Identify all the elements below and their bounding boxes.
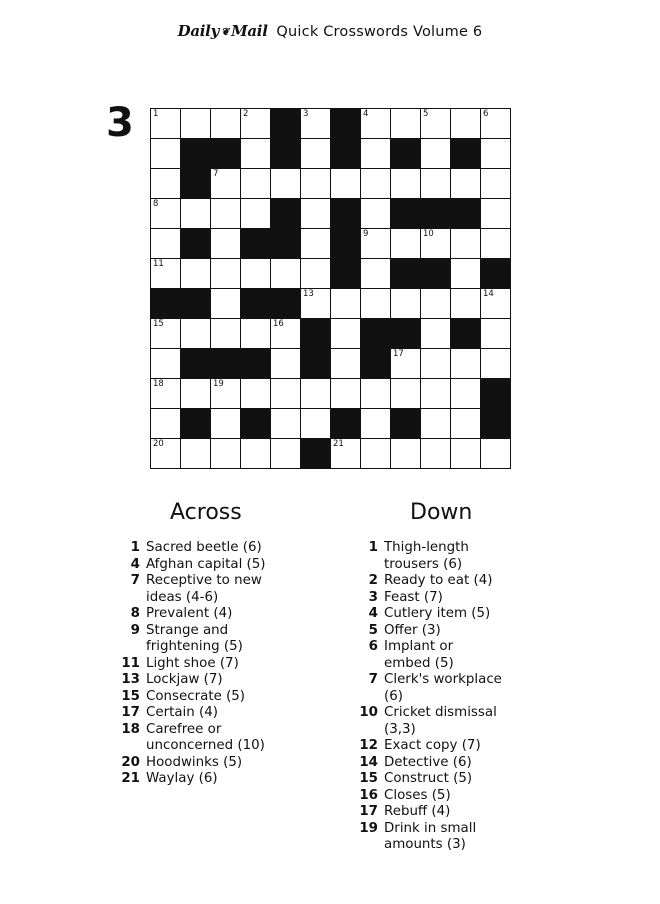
grid-block (271, 199, 301, 229)
page-header (0, 22, 660, 40)
clue-number: 15 (359, 771, 378, 786)
grid-cell[interactable] (181, 319, 211, 349)
across-clue-list (114, 540, 314, 788)
grid-block (451, 139, 481, 169)
grid-cell[interactable] (211, 289, 241, 319)
clue-number: 1 (368, 540, 378, 555)
cell-number: 3 (303, 109, 309, 119)
cell-number: 9 (363, 229, 369, 239)
crossword-grid (150, 108, 511, 469)
across-clue (114, 672, 314, 689)
down-clue (352, 705, 552, 738)
clue-number: 4 (368, 606, 378, 621)
grid-cell[interactable] (421, 139, 451, 169)
grid-cell[interactable] (451, 289, 481, 319)
grid-cell[interactable] (151, 319, 181, 349)
down-clue (352, 606, 552, 623)
clue-text: Lockjaw (7) (146, 672, 223, 687)
grid-block (181, 229, 211, 259)
clue-number: 4 (130, 556, 140, 572)
grid-cell[interactable] (421, 229, 451, 259)
cell-number: 2 (243, 109, 249, 119)
grid-block (481, 409, 511, 439)
grid-cell[interactable] (361, 199, 391, 229)
cell-number: 15 (153, 319, 164, 329)
grid-cell[interactable] (181, 109, 211, 139)
grid-block (241, 229, 271, 259)
grid-block (271, 109, 301, 139)
grid-cell[interactable] (211, 409, 241, 439)
clue-text: Cricket dismissal (3,3) (384, 705, 497, 737)
grid-cell[interactable] (481, 109, 511, 139)
grid-block (391, 199, 421, 229)
grid-block (331, 139, 361, 169)
down-clue (352, 590, 552, 607)
grid-cell[interactable] (451, 349, 481, 379)
clue-text: Implant or embed (5) (384, 639, 454, 671)
cell-number: 11 (153, 259, 164, 269)
grid-cell[interactable] (421, 169, 451, 199)
grid-cell[interactable] (211, 229, 241, 259)
grid-cell[interactable] (271, 379, 301, 409)
grid-block (391, 259, 421, 289)
grid-cell[interactable] (151, 169, 181, 199)
clue-text: Certain (4) (146, 705, 218, 720)
grid-cell[interactable] (211, 109, 241, 139)
grid-cell[interactable] (241, 379, 271, 409)
clue-number: 2 (368, 573, 378, 588)
grid-block (451, 319, 481, 349)
down-clue-list (352, 540, 552, 854)
clue-text: Carefree or unconcerned (10) (146, 721, 265, 753)
grid-block (481, 259, 511, 289)
clue-text: Exact copy (7) (384, 738, 481, 753)
grid-cell[interactable] (301, 139, 331, 169)
down-clue (352, 738, 552, 755)
grid-block (331, 199, 361, 229)
grid-cell[interactable] (421, 379, 451, 409)
grid-cell[interactable] (481, 199, 511, 229)
grid-cell[interactable] (241, 109, 271, 139)
grid-cell[interactable] (241, 199, 271, 229)
cell-number: 16 (273, 319, 284, 329)
down-clue (352, 755, 552, 772)
grid-block (181, 409, 211, 439)
grid-cell[interactable] (481, 169, 511, 199)
down-clue (352, 540, 552, 573)
clue-text: Closes (5) (384, 787, 451, 803)
grid-cell[interactable] (181, 439, 211, 469)
grid-cell[interactable] (361, 409, 391, 439)
clue-text: Feast (7) (384, 589, 443, 605)
grid-cell[interactable] (211, 439, 241, 469)
grid-cell[interactable] (391, 169, 421, 199)
across-clue (114, 722, 314, 755)
cell-number: 5 (423, 109, 429, 119)
down-clue (352, 804, 552, 821)
grid-cell[interactable] (451, 409, 481, 439)
grid-cell[interactable] (301, 259, 331, 289)
across-clue (114, 771, 314, 788)
grid-block (181, 169, 211, 199)
across-clue (114, 656, 314, 673)
grid-block (391, 139, 421, 169)
grid-cell[interactable] (151, 349, 181, 379)
grid-cell[interactable] (391, 289, 421, 319)
clue-text: Prevalent (4) (146, 606, 233, 621)
clue-text: Detective (6) (384, 754, 472, 770)
clue-text: Waylay (6) (146, 771, 218, 786)
grid-cell[interactable] (331, 319, 361, 349)
clue-number: 19 (359, 820, 378, 836)
grid-cell[interactable] (271, 319, 301, 349)
grid-block (361, 349, 391, 379)
across-clue (114, 573, 314, 606)
down-clue (352, 639, 552, 672)
cell-number: 7 (213, 169, 219, 179)
grid-cell[interactable] (211, 199, 241, 229)
cell-number: 19 (213, 379, 224, 389)
clue-number: 16 (359, 787, 378, 803)
grid-block (331, 259, 361, 289)
grid-block (241, 409, 271, 439)
clue-text: Offer (3) (384, 622, 441, 638)
clue-number: 8 (130, 606, 140, 621)
across-heading: Across (170, 500, 242, 525)
grid-cell[interactable] (451, 169, 481, 199)
clue-number: 15 (121, 688, 140, 704)
clue-text: Construct (5) (384, 771, 473, 786)
grid-cell[interactable] (361, 109, 391, 139)
grid-cell[interactable] (481, 319, 511, 349)
grid-block (181, 289, 211, 319)
across-clue (114, 540, 314, 557)
grid-cell[interactable] (211, 259, 241, 289)
down-clue (352, 672, 552, 705)
grid-cell[interactable] (181, 379, 211, 409)
across-clue (114, 606, 314, 623)
grid-cell[interactable] (301, 379, 331, 409)
clue-number: 12 (359, 738, 378, 753)
clue-number: 9 (130, 622, 140, 638)
grid-block (151, 289, 181, 319)
book-title: Quick Crosswords Volume 6 (276, 24, 483, 40)
grid-cell[interactable] (451, 109, 481, 139)
grid-block (361, 319, 391, 349)
grid-cell[interactable] (181, 199, 211, 229)
grid-cell[interactable] (301, 409, 331, 439)
clue-number: 7 (130, 573, 140, 588)
grid-cell[interactable] (331, 289, 361, 319)
grid-block (331, 229, 361, 259)
grid-cell[interactable] (421, 409, 451, 439)
clue-text: Clerk's workplace (6) (384, 672, 502, 704)
grid-cell[interactable] (361, 229, 391, 259)
grid-cell[interactable] (151, 109, 181, 139)
across-clue (114, 689, 314, 706)
clue-number: 13 (121, 672, 140, 687)
grid-block (301, 319, 331, 349)
grid-cell[interactable] (151, 409, 181, 439)
grid-cell[interactable] (301, 289, 331, 319)
grid-cell[interactable] (181, 259, 211, 289)
grid-cell[interactable] (391, 379, 421, 409)
grid-block (211, 139, 241, 169)
grid-cell[interactable] (241, 259, 271, 289)
cell-number: 4 (363, 109, 369, 119)
clue-text: Consecrate (5) (146, 688, 246, 704)
grid-block (271, 229, 301, 259)
cell-number: 6 (483, 109, 489, 119)
grid-block (451, 199, 481, 229)
grid-cell[interactable] (421, 439, 451, 469)
grid-block (271, 139, 301, 169)
clue-number: 10 (359, 705, 378, 720)
clue-number: 18 (121, 721, 140, 737)
grid-block (301, 439, 331, 469)
grid-cell[interactable] (421, 289, 451, 319)
clue-text: Strange and frightening (5) (146, 622, 243, 654)
clue-text: Receptive to new ideas (4-6) (146, 573, 262, 605)
grid-cell[interactable] (151, 379, 181, 409)
cell-number: 13 (303, 289, 314, 299)
clue-text: Hoodwinks (5) (146, 754, 243, 770)
clue-number: 5 (368, 622, 378, 638)
grid-cell[interactable] (211, 379, 241, 409)
grid-cell[interactable] (451, 259, 481, 289)
clue-number: 1 (130, 540, 140, 555)
grid-cell[interactable] (241, 139, 271, 169)
grid-block (331, 109, 361, 139)
grid-cell[interactable] (481, 439, 511, 469)
grid-cell[interactable] (361, 439, 391, 469)
cell-number: 10 (423, 229, 434, 239)
grid-block (181, 139, 211, 169)
grid-cell[interactable] (331, 169, 361, 199)
clue-number: 3 (368, 589, 378, 605)
grid-block (241, 289, 271, 319)
grid-cell[interactable] (301, 109, 331, 139)
grid-cell[interactable] (361, 139, 391, 169)
clue-text: Afghan capital (5) (146, 556, 266, 572)
down-clue (352, 821, 552, 854)
grid-cell[interactable] (391, 349, 421, 379)
grid-cell[interactable] (271, 349, 301, 379)
clue-text: Rebuff (4) (384, 804, 451, 819)
grid-block (421, 259, 451, 289)
clue-number: 17 (359, 804, 378, 819)
down-clue (352, 573, 552, 590)
grid-cell[interactable] (361, 169, 391, 199)
grid-cell[interactable] (481, 229, 511, 259)
grid-cell[interactable] (151, 259, 181, 289)
clue-number: 20 (121, 754, 140, 770)
cell-number: 8 (153, 199, 159, 209)
grid-block (391, 319, 421, 349)
grid-cell[interactable] (481, 349, 511, 379)
grid-cell[interactable] (421, 319, 451, 349)
clue-text: Drink in small amounts (3) (384, 820, 477, 852)
grid-cell[interactable] (211, 169, 241, 199)
grid-cell[interactable] (391, 109, 421, 139)
grid-cell[interactable] (361, 289, 391, 319)
grid-cell[interactable] (301, 199, 331, 229)
grid-cell[interactable] (451, 379, 481, 409)
clue-text: Sacred beetle (6) (146, 540, 262, 555)
clue-number: 6 (368, 639, 378, 654)
across-clue (114, 755, 314, 772)
grid-block (271, 289, 301, 319)
grid-cell[interactable] (481, 289, 511, 319)
clue-text: Cutlery item (5) (384, 606, 491, 621)
clue-number: 17 (121, 705, 140, 720)
grid-block (241, 349, 271, 379)
grid-block (211, 349, 241, 379)
grid-cell[interactable] (271, 439, 301, 469)
cell-number: 17 (393, 349, 404, 359)
grid-cell[interactable] (331, 379, 361, 409)
cell-number: 1 (153, 109, 159, 119)
grid-cell[interactable] (211, 319, 241, 349)
cell-number: 21 (333, 439, 344, 449)
down-heading: Down (410, 500, 473, 525)
grid-cell[interactable] (271, 169, 301, 199)
grid-block (391, 409, 421, 439)
grid-cell[interactable] (301, 229, 331, 259)
cell-number: 20 (153, 439, 164, 449)
across-clue (114, 557, 314, 574)
grid-cell[interactable] (331, 439, 361, 469)
brand-logo: Daily ❦ Mail (177, 22, 268, 40)
clue-text: Light shoe (7) (146, 655, 239, 671)
grid-cell[interactable] (151, 439, 181, 469)
down-clue (352, 788, 552, 805)
cell-number: 18 (153, 379, 164, 389)
clue-number: 7 (368, 672, 378, 687)
grid-cell[interactable] (481, 139, 511, 169)
grid-cell[interactable] (391, 229, 421, 259)
clue-number: 14 (359, 754, 378, 770)
cell-number: 14 (483, 289, 494, 299)
grid-cell[interactable] (151, 139, 181, 169)
across-clue (114, 623, 314, 656)
clue-number: 11 (121, 655, 140, 671)
grid-block (301, 349, 331, 379)
grid-cell[interactable] (331, 349, 361, 379)
clue-text: Ready to eat (4) (384, 573, 493, 588)
grid-cell[interactable] (451, 439, 481, 469)
grid-cell[interactable] (421, 349, 451, 379)
grid-cell[interactable] (241, 319, 271, 349)
across-clue (114, 705, 314, 722)
grid-cell[interactable] (241, 169, 271, 199)
grid-block (331, 409, 361, 439)
grid-cell[interactable] (271, 259, 301, 289)
grid-cell[interactable] (361, 379, 391, 409)
grid-cell[interactable] (241, 439, 271, 469)
down-clue (352, 623, 552, 640)
grid-cell[interactable] (451, 229, 481, 259)
grid-block (421, 199, 451, 229)
puzzle-number: 3 (106, 100, 134, 146)
grid-cell[interactable] (421, 109, 451, 139)
grid-cell[interactable] (361, 259, 391, 289)
grid-cell[interactable] (151, 199, 181, 229)
grid-cell[interactable] (271, 409, 301, 439)
clue-number: 21 (121, 771, 140, 786)
grid-block (181, 349, 211, 379)
grid-cell[interactable] (301, 169, 331, 199)
grid-cell[interactable] (391, 439, 421, 469)
grid-block (481, 379, 511, 409)
crest-icon: ❦ (220, 27, 230, 38)
down-clue (352, 771, 552, 788)
grid-cell[interactable] (151, 229, 181, 259)
clue-text: Thigh-length trousers (6) (384, 540, 469, 572)
